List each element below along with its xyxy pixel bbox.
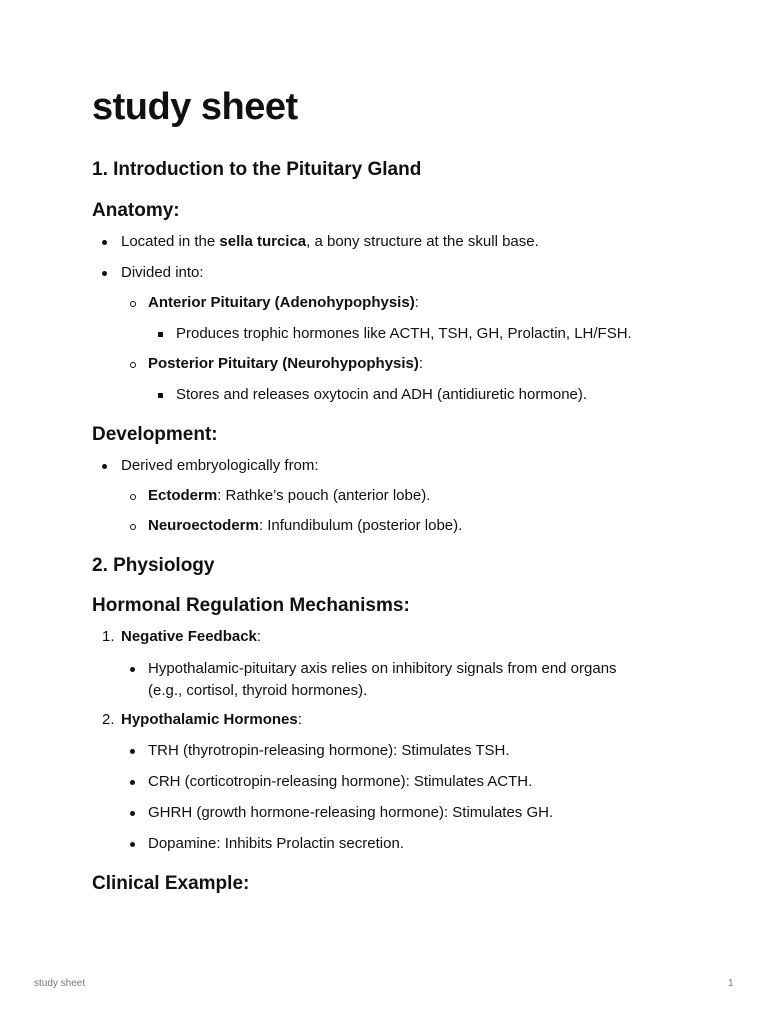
subheading-clinical-example: Clinical Example: <box>92 873 250 894</box>
text-fragment: : <box>256 628 262 645</box>
bold-term: Posterior Pituitary (Neurohypophysis) <box>148 355 419 372</box>
bullet-disc-icon <box>102 271 107 276</box>
text-fragment: : Infundibulum (posterior lobe). <box>258 517 463 534</box>
section-heading-physiology: 2. Physiology <box>92 555 215 576</box>
list-item-anterior-detail: Produces trophic hormones like ACTH, TSH, GH, Prolactin, LH/FSH. <box>176 325 632 342</box>
bullet-disc-icon <box>130 842 135 847</box>
text-fragment: : <box>297 711 302 728</box>
list-item-anterior-pituitary <box>148 292 419 314</box>
list-item-ghrh: GHRH (growth hormone-releasing hormone): Stimulates GH. <box>148 804 554 821</box>
footer-page-number: 1 <box>728 978 734 989</box>
list-item-negative-detail-line1: Hypothalamic-pituitary axis relies on inhibitory signals from end organs <box>148 660 617 677</box>
list-item-negative-detail-line2: (e.g., cortisol, thyroid hormones). <box>148 682 368 699</box>
bullet-circle-icon <box>130 301 136 307</box>
subheading-hormonal-regulation: Hormonal Regulation Mechanisms: <box>92 595 410 616</box>
list-item-hypothalamic-hormones <box>121 709 302 731</box>
subheading-anatomy: Anatomy: <box>92 200 180 221</box>
list-number: 1. <box>102 628 115 645</box>
list-item-ectoderm <box>148 485 430 507</box>
bullet-circle-icon <box>130 494 136 500</box>
list-number: 2. <box>102 711 115 728</box>
list-item-posterior-detail: Stores and releases oxytocin and ADH (antidiuretic hormone). <box>176 386 588 403</box>
bullet-disc-icon <box>130 780 135 785</box>
bold-term: Neuroectoderm <box>148 517 259 534</box>
footer-document-title: study sheet <box>34 978 86 989</box>
text-fragment: , a bony structure at the skull base. <box>306 233 539 250</box>
text-fragment: Located in the <box>121 233 220 250</box>
bullet-disc-icon <box>130 749 135 754</box>
list-item-neuroectoderm <box>148 515 462 537</box>
list-item-divided-into: Divided into: <box>121 264 204 281</box>
bold-term: Hypothalamic Hormones <box>121 711 298 728</box>
bold-term: Anterior Pituitary (Adenohypophysis) <box>148 294 415 311</box>
bullet-disc-icon <box>130 811 135 816</box>
section-heading-introduction: 1. Introduction to the Pituitary Gland <box>92 159 422 180</box>
list-item-sella-turcica <box>121 231 539 253</box>
bullet-circle-icon <box>130 524 136 530</box>
list-item-posterior-pituitary <box>148 353 423 375</box>
text-fragment: : Rathke’s pouch (anterior lobe). <box>217 487 431 504</box>
bullet-disc-icon <box>130 667 135 672</box>
page-title: study sheet <box>92 86 298 128</box>
text-fragment: : <box>418 355 424 372</box>
text-fragment: : <box>414 294 419 311</box>
bold-term: sella turcica <box>219 233 307 250</box>
bold-term: Ectoderm <box>148 487 218 504</box>
bullet-square-icon <box>158 332 163 337</box>
list-item-crh: CRH (corticotropin-releasing hormone): Stimulates ACTH. <box>148 773 533 790</box>
list-item-negative-feedback <box>121 626 261 648</box>
bullet-disc-icon <box>102 240 107 245</box>
list-item-trh: TRH (thyrotropin-releasing hormone): Stimulates TSH. <box>148 742 510 759</box>
bullet-disc-icon <box>102 464 107 469</box>
bullet-square-icon <box>158 393 163 398</box>
list-item-dopamine: Dopamine: Inhibits Prolactin secretion. <box>148 835 404 852</box>
bullet-circle-icon <box>130 362 136 368</box>
list-item-derived-from: Derived embryologically from: <box>121 457 319 474</box>
subheading-development: Development: <box>92 424 218 445</box>
bold-term: Negative Feedback <box>121 628 257 645</box>
